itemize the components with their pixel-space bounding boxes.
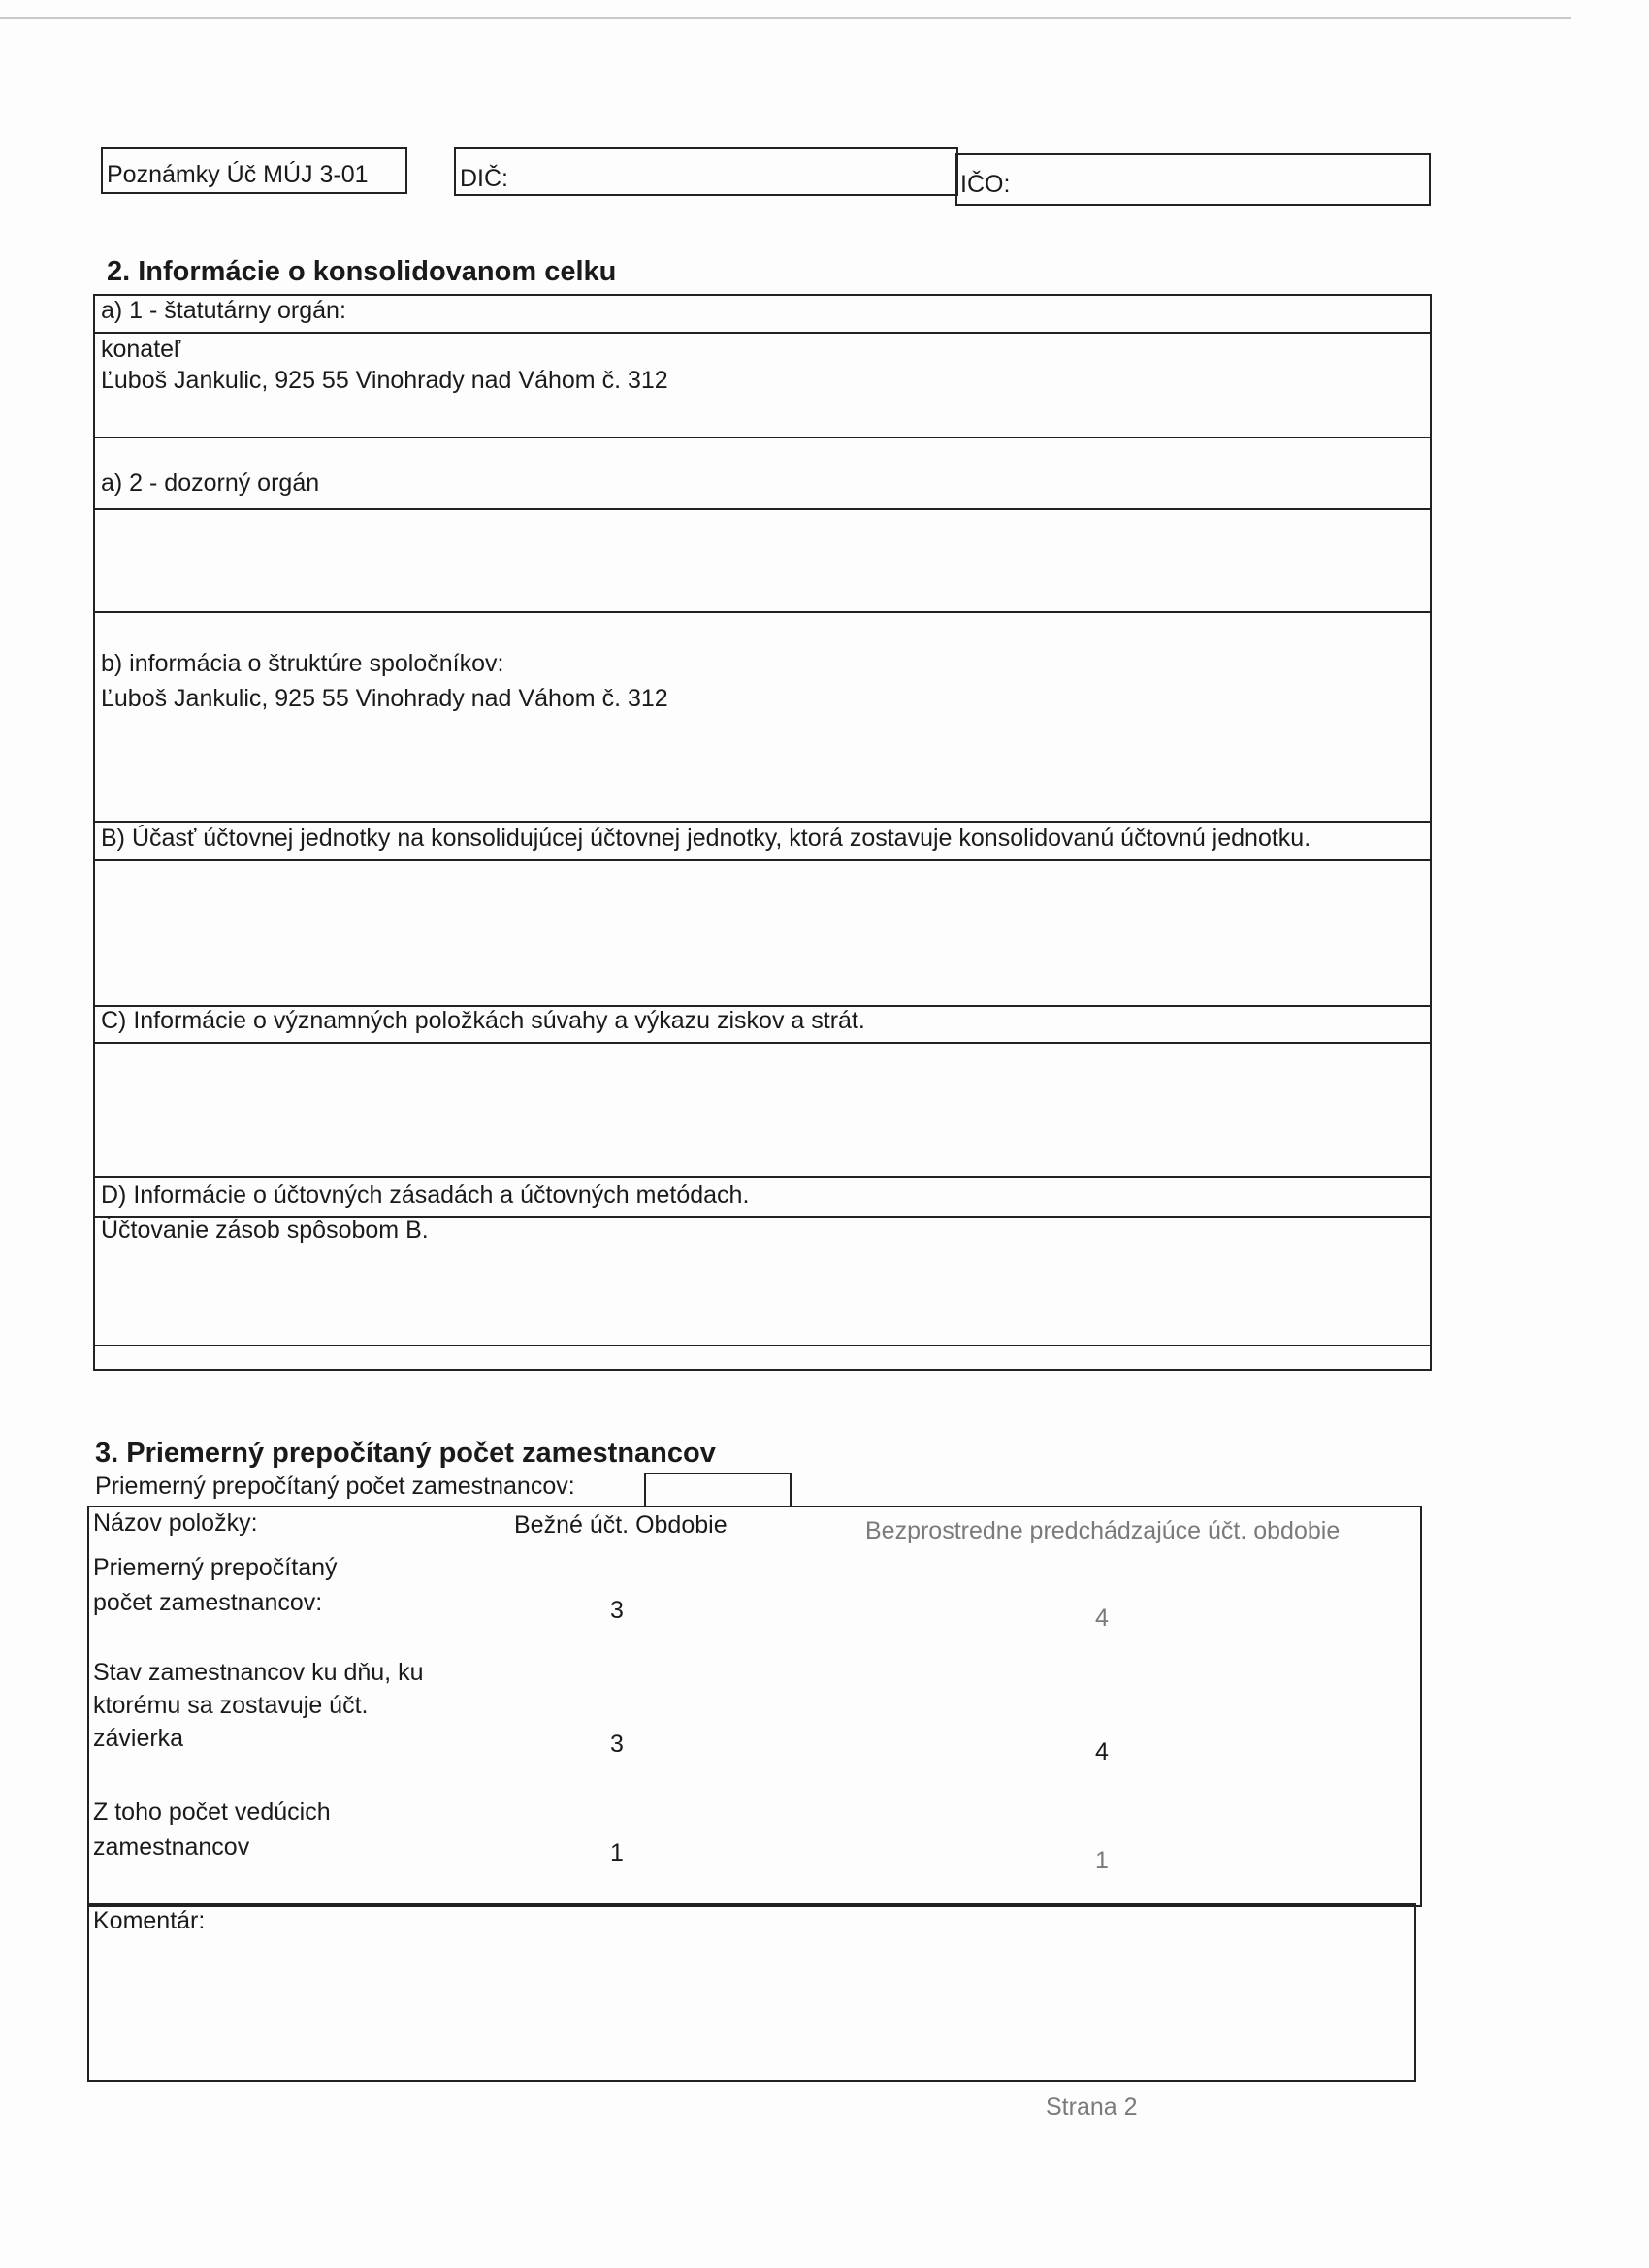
col-header-current: Bežné účt. Obdobie <box>514 1511 728 1539</box>
comment-box[interactable] <box>87 1903 1416 2082</box>
row-value-previous: 4 <box>1095 1604 1109 1632</box>
row-value-previous: 1 <box>1095 1847 1109 1874</box>
B-label: B) Účasť účtovnej jednotky na konsolidujúcej účtovnej jednotky, ktorá zostavuje konsolidovanú účtovnú jednotku. <box>101 825 1311 852</box>
row-label-line: závierka <box>93 1725 184 1752</box>
divider <box>93 821 1432 823</box>
divider <box>93 508 1432 510</box>
section3-title: 3. Priemerný prepočítaný počet zamestnancov <box>95 1438 716 1469</box>
col-header-previous: Bezprostredne predchádzajúce účt. obdobie <box>865 1517 1341 1544</box>
section3-subtitle: Priemerný prepočítaný počet zamestnancov: <box>95 1473 575 1500</box>
divider <box>93 437 1432 438</box>
divider <box>93 611 1432 613</box>
row-label-line: Priemerný prepočítaný <box>93 1554 338 1581</box>
divider <box>93 1176 1432 1178</box>
row-label-line: Z toho počet vedúcich <box>93 1798 331 1826</box>
scan-edge <box>0 17 1571 19</box>
divider <box>93 1345 1432 1346</box>
divider <box>93 859 1432 861</box>
section2-title: 2. Informácie o konsolidovanom celku <box>107 256 617 287</box>
avg-employees-input[interactable] <box>644 1473 792 1507</box>
D-label: D) Informácie o účtovných zásadách a účtovných metódach. <box>101 1182 750 1209</box>
page-number: Strana 2 <box>1046 2093 1138 2121</box>
ico-field[interactable] <box>955 153 1431 206</box>
row-label-line: zamestnancov <box>93 1833 250 1861</box>
a1-label: a) 1 - štatutárny orgán: <box>101 297 346 324</box>
row-label-line: ktorému sa zostavuje účt. <box>93 1692 369 1719</box>
D-content: Účtovanie zásob spôsobom B. <box>101 1216 429 1244</box>
a1-role: konateľ <box>101 336 181 363</box>
ico-label: IČO: <box>960 171 1011 198</box>
form-label: Poznámky Úč MÚJ 3-01 <box>107 161 369 188</box>
divider <box>93 1042 1432 1044</box>
row-label-line: Stav zamestnancov ku dňu, ku <box>93 1659 424 1686</box>
a1-person: Ľuboš Jankulic, 925 55 Vinohrady nad Váhom č. 312 <box>101 367 668 394</box>
row-label-line: počet zamestnancov: <box>93 1589 323 1616</box>
dic-label: DIČ: <box>460 165 508 192</box>
row-value-previous: 4 <box>1095 1738 1109 1766</box>
a2-label: a) 2 - dozorný orgán <box>101 470 320 497</box>
dic-field[interactable] <box>454 147 958 196</box>
divider <box>93 332 1432 334</box>
comment-label: Komentár: <box>93 1907 206 1934</box>
b-label: b) informácia o štruktúre spoločníkov: <box>101 650 504 677</box>
C-label: C) Informácie o významných položkách súvahy a výkazu ziskov a strát. <box>101 1007 865 1034</box>
row-value-current: 3 <box>610 1731 624 1758</box>
row-value-current: 1 <box>610 1839 624 1866</box>
col-header-name: Názov položky: <box>93 1509 258 1537</box>
row-value-current: 3 <box>610 1597 624 1624</box>
b-person: Ľuboš Jankulic, 925 55 Vinohrady nad Váhom č. 312 <box>101 685 668 712</box>
